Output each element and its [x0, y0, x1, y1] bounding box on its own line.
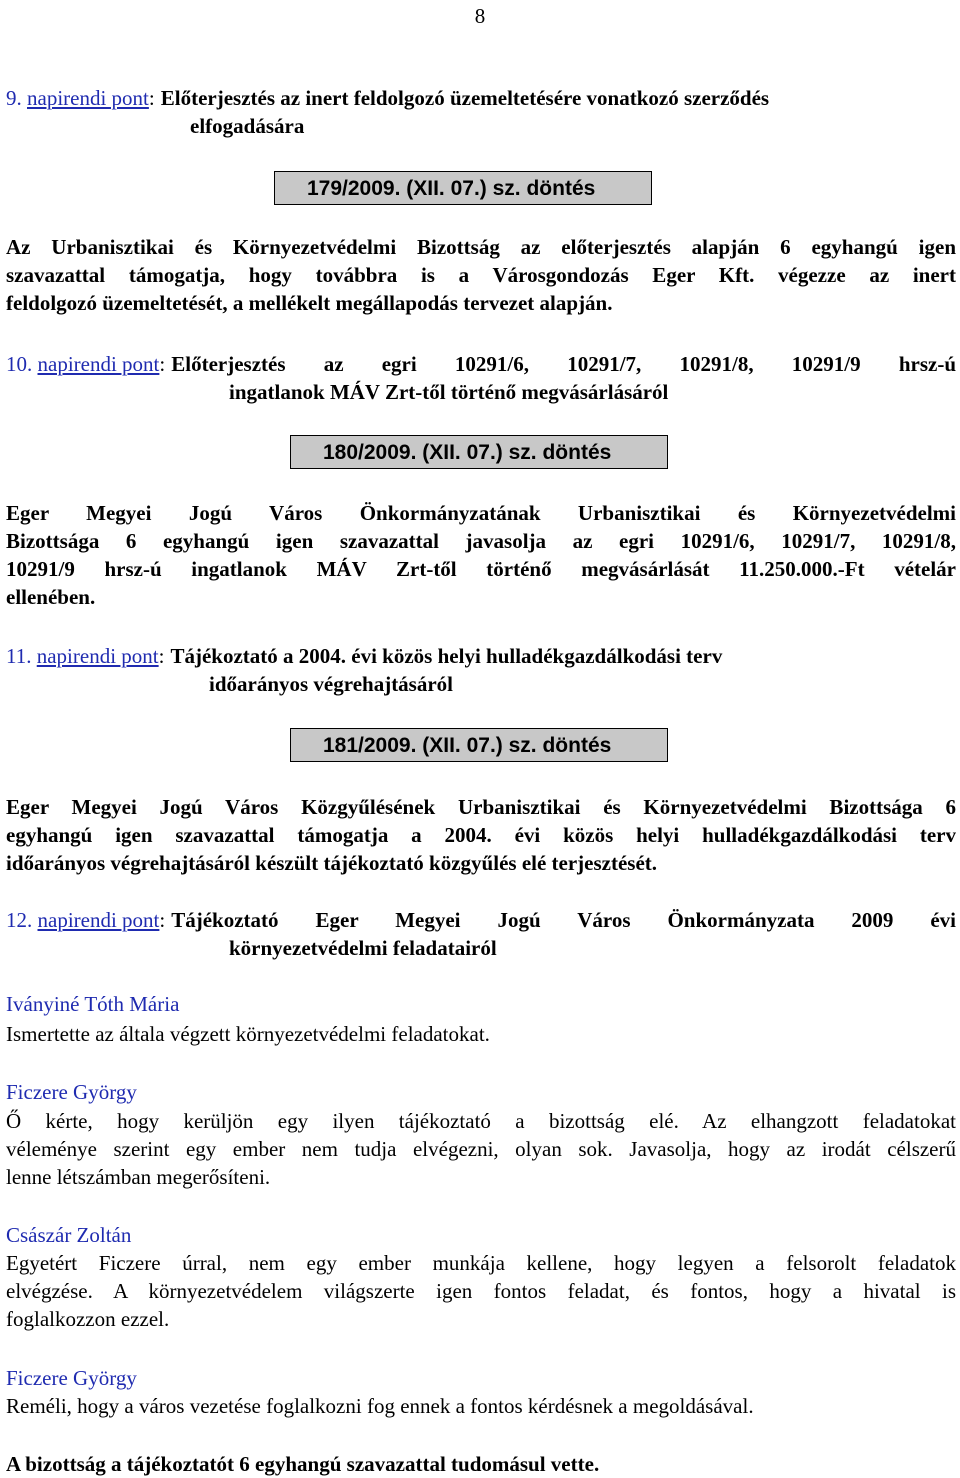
- agenda-title-line2: ingatlanok MÁV Zrt-től történő megvásárlásáról: [229, 380, 669, 404]
- agenda-title-line2: elfogadására: [190, 114, 305, 138]
- speech-line: lenne létszámban megerősíteni.: [6, 1165, 271, 1189]
- decision-line: Bizottsága 6 egyhangú igen szavazattal javasolja az egri 10291/6, 10291/7, 10291/8,: [6, 529, 956, 553]
- speech-text: [6, 1392, 956, 1420]
- agenda-title-line1: Előterjesztés az egri 10291/6, 10291/7, 10291/8, 10291/9 hrsz-ú: [171, 352, 956, 376]
- agenda-number: 11.: [6, 644, 32, 668]
- decision-line: Eger Megyei Jogú Város Önkormányzatának Urbanisztikai és Környezetvédelmi: [6, 501, 956, 525]
- agenda-label: napirendi pont: [37, 908, 160, 932]
- agenda-item-11: 11. napirendi pont : Tájékoztató a 2004. évi közös helyi hulladékgazdálkodási terv időarányos végrehajtásáról: [6, 642, 956, 698]
- speech-line: Egyetért Ficzere úrral, nem egy ember munkája kellene, hogy legyen a felsorolt feladatok: [6, 1251, 956, 1275]
- decision-line: ellenében.: [6, 585, 96, 609]
- speaker-name: Ficzere György: [6, 1080, 137, 1104]
- decision-line: 10291/9 hrsz-ú ingatlanok MÁV Zrt-től történő megvásárlását 11.250.000.-Ft vételár: [6, 557, 956, 581]
- speaker-name: Ficzere György: [6, 1366, 137, 1390]
- decision-line: feldolgozó üzemeltetését, a mellékelt megállapodás tervezet alapján.: [6, 291, 613, 315]
- decision-line: Eger Megyei Jogú Város Közgyűlésének Urbanisztikai és Környezetvédelmi Bizottsága 6: [6, 795, 956, 819]
- agenda-label: napirendi pont: [37, 352, 160, 376]
- agenda-title-line1: Előterjesztés az inert feldolgozó üzemeltetésére vonatkozó szerződés: [160, 86, 770, 110]
- decision-line: szavazattal támogatja, hogy továbbra is a Városgondozás Eger Kft. végezze az inert: [6, 263, 956, 287]
- decision-text-181: [6, 793, 956, 877]
- agenda-label: napirendi pont: [36, 644, 159, 668]
- agenda-title-line2: környezetvédelmi feladatairól: [229, 936, 497, 960]
- agenda-title-line2: időarányos végrehajtásáról: [209, 672, 454, 696]
- agenda-label: napirendi pont: [27, 86, 149, 110]
- speech-line: elvégzése. A környezetvédelem világszerte igen fontos feladat, és fontos, hogy a hivatal is: [6, 1279, 956, 1303]
- agenda-title-line1: Tájékoztató a 2004. évi közös helyi hulladékgazdálkodási terv: [170, 644, 723, 668]
- page-number: 8: [474, 4, 486, 28]
- speech-line: véleménye szerint egy ember nem tudja elvégezni, olyan sok. Javasolja, hogy az irodát célszerű: [6, 1137, 956, 1161]
- decision-line: időarányos végrehajtásáról készült tájékoztató közgyűlés elé terjesztését.: [6, 851, 658, 875]
- decision-line: egyhangú igen szavazattal támogatja a 2004. évi közös helyi hulladékgazdálkodási terv: [6, 823, 956, 847]
- speaker-name: Iványiné Tóth Mária: [6, 992, 180, 1016]
- decision-text-179: [6, 233, 956, 317]
- agenda-number: 10.: [6, 352, 33, 376]
- speech-line: Reméli, hogy a város vezetése foglalkozni fog ennek a fontos kérdésnek a megoldásával.: [6, 1394, 754, 1418]
- speech-text: [6, 1249, 956, 1333]
- speech-line: Ismertette az általa végzett környezetvédelmi feladatokat.: [6, 1022, 490, 1046]
- speech-text: [6, 1020, 956, 1048]
- speech-line: Ő kérte, hogy kerüljön egy ilyen tájékoztató a bizottság elé. Az elhangzott feladatokat: [6, 1109, 956, 1133]
- decision-line: Az Urbanisztikai és Környezetvédelmi Bizottság az előterjesztés alapján 6 egyhangú igen: [6, 235, 956, 259]
- agenda-item-9: 9. napirendi pont : Előterjesztés az inert feldolgozó üzemeltetésére vonatkozó szerződés elfogadására: [6, 84, 956, 140]
- agenda-title-line1: Tájékoztató Eger Megyei Jogú Város Önkormányzata 2009 évi: [171, 908, 956, 932]
- decision-number-181: 181/2009. (XII. 07.) sz. döntés: [290, 728, 668, 762]
- closing-statement: A bizottság a tájékoztatót 6 egyhangú szavazattal tudomásul vette.: [6, 1452, 600, 1476]
- agenda-number: 9.: [6, 86, 22, 110]
- speech-line: foglalkozzon ezzel.: [6, 1307, 170, 1331]
- decision-number-180: 180/2009. (XII. 07.) sz. döntés: [290, 435, 668, 469]
- decision-number-179: 179/2009. (XII. 07.) sz. döntés: [274, 171, 652, 205]
- speech-text: [6, 1107, 956, 1191]
- agenda-item-10: 10. napirendi pont : Előterjesztés az egri 10291/6, 10291/7, 10291/8, 10291/9 hrsz-ú ingatlanok MÁV Zrt-től történő megvásárlásáról: [6, 352, 956, 404]
- speaker-name: Császár Zoltán: [6, 1223, 132, 1247]
- agenda-number: 12.: [6, 908, 33, 932]
- agenda-item-12: 12. napirendi pont : Tájékoztató Eger Megyei Jogú Város Önkormányzata 2009 évi környezetvédelmi feladatairól: [6, 908, 956, 960]
- decision-text-180: [6, 499, 956, 611]
